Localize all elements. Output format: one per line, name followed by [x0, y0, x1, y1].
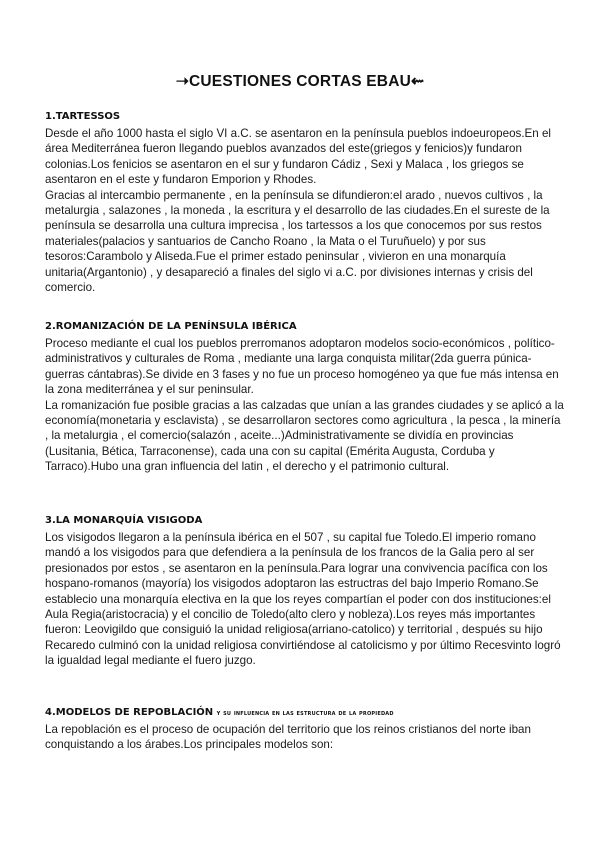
paragraph: Proceso mediante el cual los pueblos prerromanos adoptaron modelos socio-económicos , político-administrativos y culturales de Roma , mediante una larga conquista militar(2da guerra púnica-guerras cántabras).Se divide en 3 fases y no fue un proceso homogéneo ya que fue más intensa en la zona mediterránea y el sur peninsular.	[45, 337, 559, 397]
section-body	[45, 530, 565, 669]
section-heading-main: 4.MODELOS DE REPOBLACIÓN	[45, 707, 214, 718]
paragraph: Desde el año 1000 hasta el siglo VI a.C. se asentaron en la península pueblos indoeuropeos.En el área Mediterránea fueron llegando pueblos avanzados del este(griegos y fenicios)y fundaron colonias.Los fenicios se asentaron en el sur y fundaron Cádiz , Sexi y Malaca , los griegos se asentaron en el este y fundaron Emporion y Rhodes.	[45, 127, 551, 187]
section-monarquia-visigoda	[45, 514, 565, 669]
section-heading-subtitle: y su influencia en las estructura de la propiedad	[216, 709, 394, 717]
paragraph: Los visigodos llegaron a la península ibérica en el 507 , su capital fue Toledo.El imperio romano mandó a los visigodos para que defendiera a la península de los francos de la Galia pero al ser presionados por estos , se asentaron en la península.Para lograr una convivencia pacífica con los hospano-romanos (mayoría) los visigodos adoptaron las estructras del bajo Imperio Romano.Se establecio una monarquía electiva en la que los reyes compartían el poder con dos instituciones:el Aula Regia(aristocracia) y el concilio de Toledo(alto clero y nobleza).Los reyes más importantes fueron: Leovigildo que consiguió la unidad religiosa(arriano-catolico) y territorial , después su hijo Recaredo culminó con la unidad religiosa convirtiéndose al catolicismo y por último Recesvinto logró la igualdad legal mediante el fuero juzgo.	[45, 531, 561, 668]
section-tartessos	[45, 110, 565, 295]
section-heading: 3.LA MONARQUÍA VISIGODA	[45, 515, 203, 526]
section-body	[45, 336, 565, 475]
section-heading: 2.ROMANIZACIÓN DE LA PENÍNSULA IBÉRICA	[45, 321, 297, 332]
section-heading: 1.TARTESSOS	[45, 111, 121, 122]
section-body	[45, 126, 565, 295]
section-romanizacion	[45, 320, 565, 475]
section-modelos-repoblacion	[45, 706, 565, 753]
section-body	[45, 722, 565, 753]
paragraph: La romanización fue posible gracias a las calzadas que unían a las grandes ciudades y se aplicó a la economía(monetaria y esclavista) , se desarrollaron sectores como agricultura , la pesca , la minería , la metalurgia , el comercio(salazón , aceite...)Administrativamente se dividía en provincias (Lusitania, Bética, Tarraconense), cada una con su capital (Emérita Augusta, Corduba y Tarraco).Hubo una gran influencia del latin , el derecho y el patrimonio cultural.	[45, 398, 564, 474]
section-heading	[45, 706, 565, 720]
document-title: ➝CUESTIONES CORTAS EBAU⇜	[175, 73, 425, 90]
paragraph: Gracias al intercambio permanente , en la península se difundieron:el arado , nuevos cultivos , la metalurgia , salazones , la moneda , la escritura y el desarrollo de las ciudades.En el sureste de la península se desarrolla una cultura imprecisa , los tartessos a los que conocemos por sus restos materiales(palacios y santuarios de Cancho Roano , la Mata o el Turuñuelo) y por sus tesoros:Carambolo y Aliseda.Fue el primer estado peninsular , vivieron en una monarquía unitaria(Argantonio) , y desapareció a finales del siglo vi a.C. por divisiones internas y crisis del comercio.	[45, 188, 550, 295]
paragraph: La repoblación es el proceso de ocupación del territorio que los reinos cristianos del norte iban conquistando a los árabes.Los principales modelos son:	[45, 723, 531, 752]
